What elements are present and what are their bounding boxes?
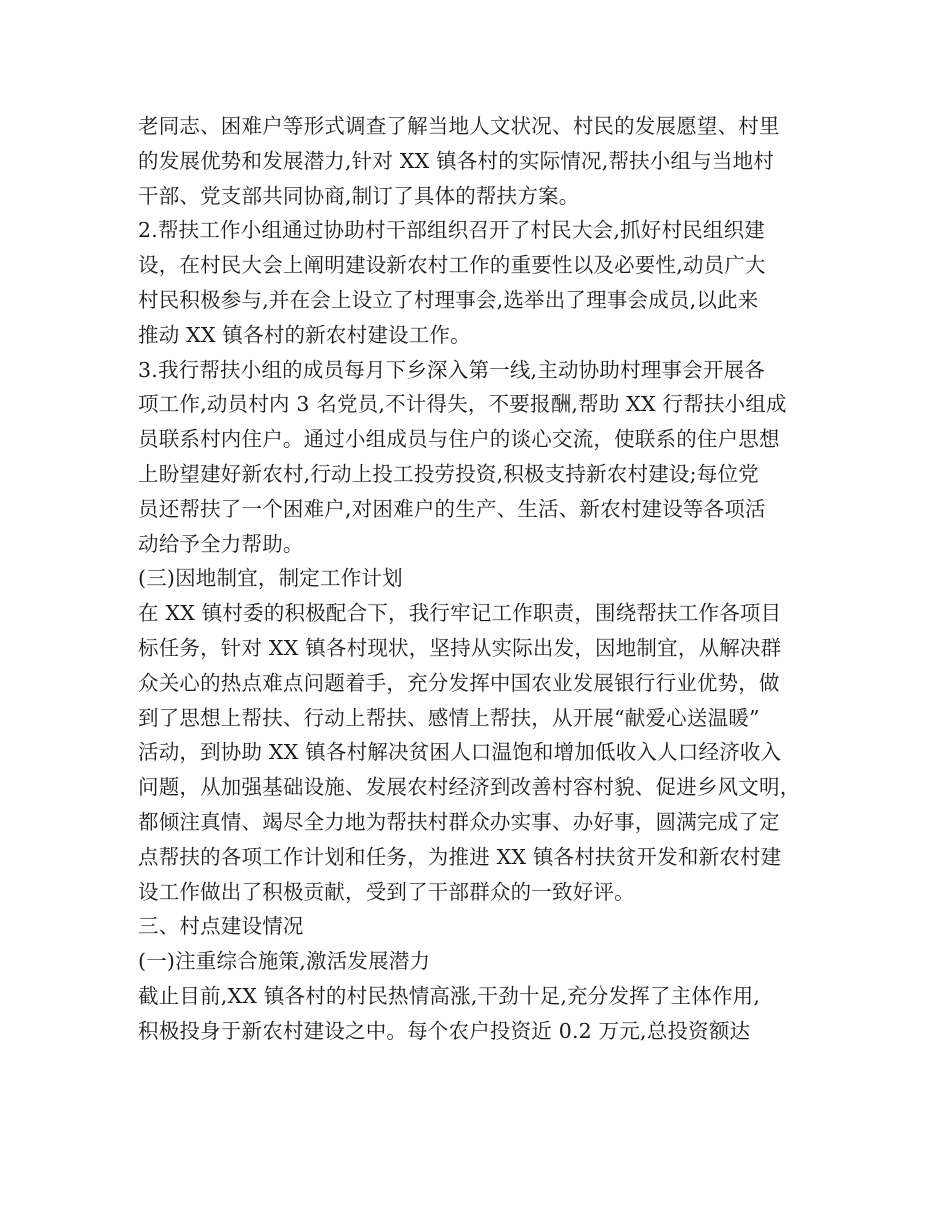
text-line: 村民积极参与,并在会上设立了村理事会,选举出了理事会成员,以此来: [138, 287, 759, 312]
text-line: 到了思想上帮扶、行动上帮扶、感情上帮扶，从开展“献爱心送温暖”: [138, 705, 760, 730]
text-line: 问题，从加强基础设施、发展农村经济到改善村容村貌、促进乡风文明，: [138, 775, 801, 800]
text-line: 都倾注真情、竭尽全力地为帮扶村群众办实事、办好事，圆满完成了定: [138, 809, 780, 834]
text-line: (一)注重综合施策,激活发展潜力: [138, 949, 431, 974]
text-line: 设，在村民大会上阐明建设新农村工作的重要性以及必要性,动员广大: [138, 253, 766, 278]
text-line: 上盼望建好新农村,行动上投工投劳投资,积极支持新农村建设;每位党: [138, 461, 759, 486]
text-line: 活动，到协助 XX 镇各村解决贫困人口温饱和增加低收入人口经济收入: [138, 740, 782, 765]
text-line: 老同志、困难户等形式调查了解当地人文状况、村民的发展愿望、村里: [138, 114, 780, 138]
text-line: 员联系村内住户。通过小组成员与住户的谈心交流，使联系的住户思想: [138, 427, 780, 452]
text-line: 点帮扶的各项工作计划和任务，为推进 XX 镇各村扶贫开发和新农村建: [138, 844, 782, 869]
document-body: [138, 109, 828, 1049]
text-line: 在 XX 镇村委的积极配合下，我行牢记工作职责，围绕帮扶工作各项目: [138, 601, 782, 626]
text-line: 积极投身于新农村建设之中。每个农户投资近 0.2 万元,总投资额达: [138, 1018, 751, 1043]
text-line: 众关心的热点难点问题着手，充分发挥中国农业发展银行行业优势，做: [138, 670, 780, 695]
text-line: 推动 XX 镇各村的新农村建设工作。: [138, 322, 471, 347]
text-line: 2.帮扶工作小组通过协助村干部组织召开了村民大会,抓好村民组织建: [138, 218, 765, 243]
text-line: 3.我行帮扶小组的成员每月下乡深入第一线,主动协助村理事会开展各: [138, 357, 765, 382]
text-line: (三)因地制宜，制定工作计划: [138, 566, 403, 591]
text-line: 标任务，针对 XX 镇各村现状，坚持从实际出发，因地制宜，从解决群: [138, 635, 782, 660]
text-line: 设工作做出了积极贡献，受到了干部群众的一致好评。: [138, 879, 635, 904]
text-line: 干部、党支部共同协商,制订了具体的帮扶方案。: [138, 183, 580, 208]
text-line: 的发展优势和发展潜力,针对 XX 镇各村的实际情况,帮扶小组与当地村: [138, 148, 775, 173]
text-line: 动给予全力帮助。: [138, 531, 304, 556]
text-line: 项工作,动员村内 3 名党员,不计得失，不要报酬,帮助 XX 行帮扶小组成: [138, 392, 787, 417]
text-line: 截止目前,XX 镇各村的村民热情高涨,干劲十足,充分发挥了主体作用,: [138, 983, 761, 1008]
text-line: 三、村点建设情况: [138, 914, 304, 939]
text-line: 员还帮扶了一个困难户,对困难户的生产、生活、新农村建设等各项活: [138, 496, 766, 521]
